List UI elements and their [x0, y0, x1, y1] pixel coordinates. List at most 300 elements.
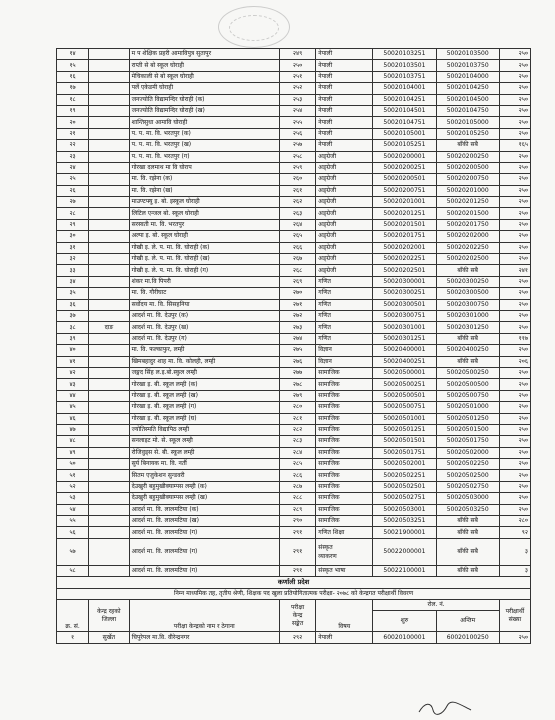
- header-sn: क्र. सं.: [57, 599, 89, 631]
- cell-count: २५०: [499, 413, 530, 424]
- cell-subject: गणित शिक्षा: [316, 527, 373, 538]
- cell-sn: ३४: [57, 276, 89, 287]
- notice-row: [57, 588, 531, 599]
- cell-district: [89, 140, 129, 151]
- cell-district: [89, 481, 129, 492]
- cell-name: आदर्श मा. वि. लालमटिया (ग): [129, 527, 279, 538]
- cell-district: [89, 493, 129, 504]
- cell-district: [89, 151, 129, 162]
- table-row: [57, 174, 531, 185]
- cell-district: दाङ: [89, 322, 129, 333]
- cell-roll-to: 50020502250: [436, 459, 499, 470]
- cell-code: २८४: [279, 447, 315, 458]
- header-center-code: परीक्षा केन्द्र सङ्केत: [279, 599, 315, 631]
- cell-count: २५०: [499, 276, 530, 287]
- cell-district: [89, 105, 129, 116]
- cell-district: [89, 504, 129, 515]
- cell-name: सरस्वती मा. वि. भरतपुर: [129, 219, 279, 230]
- cell-sn: २३: [57, 151, 89, 162]
- cell-count: २५०: [499, 367, 530, 378]
- cell-count: २५०: [499, 459, 530, 470]
- table-row: [57, 288, 531, 299]
- cell-roll-to: 50020502000: [436, 447, 499, 458]
- cell-sn: ५६: [57, 527, 89, 538]
- cell-name: आदर्श मा. वि. लालमटिया (ख): [129, 516, 279, 527]
- cell-sn: २९: [57, 219, 89, 230]
- cell-sn: ४६: [57, 413, 89, 424]
- cell-roll-from: 50020202001: [373, 242, 436, 253]
- office-seal: [218, 6, 290, 48]
- cell-roll-to: 50020503250: [436, 504, 499, 515]
- cell-district: [89, 390, 129, 401]
- table-row: [57, 367, 531, 378]
- cell-code: २९२: [279, 632, 315, 643]
- cell-name: आदर्श मा. वि. देउपुर (ख): [129, 322, 279, 333]
- cell-sn: ३८: [57, 322, 89, 333]
- cell-roll-from: 50022100001: [373, 565, 436, 576]
- cell-count: २५०: [499, 49, 530, 60]
- cell-name: राप्ती से बो स्कूल घोराही: [129, 60, 279, 71]
- cell-code: २८९: [279, 504, 315, 515]
- cell-count: २५०: [499, 208, 530, 219]
- cell-district: [89, 356, 129, 367]
- cell-name: गोरखा इ. बी. स्कूल लम्ही (घ): [129, 413, 279, 424]
- cell-sn: ५८: [57, 565, 89, 576]
- table-row: [57, 254, 531, 265]
- cell-name: मा. वि. गौरीघाट: [129, 288, 279, 299]
- cell-name: मा. वि. रझेना (क): [129, 174, 279, 185]
- cell-roll-from: 50020400251: [373, 356, 436, 367]
- cell-roll-from: 50020103751: [373, 71, 436, 82]
- cell-district: [89, 231, 129, 242]
- cell-subject: गणित: [316, 276, 373, 287]
- cell-subject: सामाजिक: [316, 402, 373, 413]
- cell-roll-from: 50020201251: [373, 208, 436, 219]
- cell-roll-to: 50020503000: [436, 493, 499, 504]
- cell-roll-to: 50020103500: [436, 49, 499, 60]
- cell-code: २६६: [279, 242, 315, 253]
- cell-subject: अङ्ग्रेजी: [316, 219, 373, 230]
- cell-count: ३: [499, 565, 530, 576]
- cell-subject: अङ्ग्रेजी: [316, 208, 373, 219]
- cell-name: गोखी इ. ले. प. मा. वि. घोराही (क): [129, 242, 279, 253]
- cell-sn: ५२: [57, 481, 89, 492]
- cell-sn: २१: [57, 128, 89, 139]
- cell-sn: ५५: [57, 516, 89, 527]
- cell-roll-to: 50020202000: [436, 231, 499, 242]
- cell-code: २७३: [279, 322, 315, 333]
- cell-district: [89, 276, 129, 287]
- cell-roll-to: बाँकी सबै: [436, 527, 499, 538]
- table-row: [57, 117, 531, 128]
- cell-count: २५०: [499, 151, 530, 162]
- cell-roll-to: बाँकी सबै: [436, 538, 499, 565]
- cell-count: २५०: [499, 481, 530, 492]
- cell-code: २७०: [279, 288, 315, 299]
- table-row: [57, 345, 531, 356]
- cell-code: २५३: [279, 94, 315, 105]
- cell-code: २७८: [279, 379, 315, 390]
- table-row: [57, 527, 531, 538]
- cell-district: [89, 447, 129, 458]
- cell-count: २५०: [499, 379, 530, 390]
- cell-subject: गणित: [316, 288, 373, 299]
- cell-subject: अङ्ग्रेजी: [316, 231, 373, 242]
- cell-roll-from: 50020501501: [373, 436, 436, 447]
- section-title: कर्णाली प्रदेश: [57, 577, 531, 588]
- cell-district: [89, 345, 129, 356]
- cell-subject: सामाजिक: [316, 379, 373, 390]
- cell-district: [89, 299, 129, 310]
- table-row: [57, 538, 531, 565]
- cell-roll-from: 50020501251: [373, 424, 436, 435]
- cell-name: गोरखा इ. बी. स्कूल लम्ही (क): [129, 379, 279, 390]
- table-row: [57, 94, 531, 105]
- cell-code: २८२: [279, 424, 315, 435]
- cell-roll-to: 50020500500: [436, 379, 499, 390]
- cell-code: २८५: [279, 459, 315, 470]
- table-row: [57, 60, 531, 71]
- table-row: [57, 516, 531, 527]
- table-row: [57, 105, 531, 116]
- cell-roll-from: 50020200751: [373, 185, 436, 196]
- cell-sn: ४२: [57, 367, 89, 378]
- cell-name: म प शेक्षिक प्रहरी आमाविपुत्र सुतापुर: [129, 49, 279, 60]
- cell-subject: विज्ञान: [316, 345, 373, 356]
- cell-code: २५८: [279, 151, 315, 162]
- cell-district: [89, 83, 129, 94]
- cell-subject: संस्कृत भाषा: [316, 565, 373, 576]
- cell-code: २८३: [279, 436, 315, 447]
- cell-subject: सामाजिक: [316, 413, 373, 424]
- cell-roll-to: 50020502500: [436, 470, 499, 481]
- cell-roll-from: 50021900001: [373, 527, 436, 538]
- cell-code: २६८: [279, 265, 315, 276]
- cell-district: [89, 197, 129, 208]
- cell-code: २५६: [279, 128, 315, 139]
- cell-code: २६२: [279, 197, 315, 208]
- cell-count: २५०: [499, 83, 530, 94]
- table-row: [57, 242, 531, 253]
- cell-name: चिपुरेपल मा.वि. वीरेन्द्रनगर: [129, 632, 279, 643]
- cell-sn: २७: [57, 197, 89, 208]
- cell-district: [89, 436, 129, 447]
- header-center-name: परीक्षा केन्द्रको नाम र ठेगाना: [129, 599, 279, 631]
- table-row: [57, 208, 531, 219]
- table-row: [57, 231, 531, 242]
- cell-district: [89, 424, 129, 435]
- section-row: [57, 577, 531, 588]
- cell-roll-to: 50020501250: [436, 413, 499, 424]
- cell-sn: १८: [57, 94, 89, 105]
- cell-code: २७६: [279, 356, 315, 367]
- table-row: [57, 197, 531, 208]
- cell-subject: नेपाली: [316, 117, 373, 128]
- cell-roll-to: 50020105000: [436, 117, 499, 128]
- cell-code: २६७: [279, 254, 315, 265]
- table-row: [57, 185, 531, 196]
- cell-roll-to: 50020500750: [436, 390, 499, 401]
- cell-name: देउखुरी बहुमुखीक्याम्पस लम्ही (क): [129, 481, 279, 492]
- cell-roll-from: 60020100001: [373, 632, 436, 643]
- table-row: [57, 424, 531, 435]
- cell-count: २५०: [499, 254, 530, 265]
- cell-name: शंकर मा.वि पिपरी: [129, 276, 279, 287]
- cell-code: २९१: [279, 538, 315, 565]
- cell-code: २९१: [279, 565, 315, 576]
- cell-sn: ५३: [57, 493, 89, 504]
- cell-name: अल्पा इ. बो. स्कूल घोराही: [129, 231, 279, 242]
- cell-roll-from: 50020104001: [373, 83, 436, 94]
- cell-district: [89, 60, 129, 71]
- cell-subject: सामाजिक: [316, 367, 373, 378]
- cell-sn: ४१: [57, 356, 89, 367]
- cell-district: [89, 185, 129, 196]
- cell-roll-to: 50020202250: [436, 242, 499, 253]
- cell-roll-from: 50020105001: [373, 128, 436, 139]
- cell-sn: ५०: [57, 459, 89, 470]
- table-row: [57, 333, 531, 344]
- cell-subject: नेपाली: [316, 128, 373, 139]
- table-row: [57, 71, 531, 82]
- cell-sn: ३९: [57, 333, 89, 344]
- cell-count: २५०: [499, 504, 530, 515]
- cell-code: २५१: [279, 71, 315, 82]
- cell-name: पर्ले एकेडमी घोराही: [129, 83, 279, 94]
- cell-code: २५७: [279, 140, 315, 151]
- cell-roll-to: 50020301000: [436, 310, 499, 321]
- cell-count: २५०: [499, 162, 530, 173]
- cell-district: [89, 49, 129, 60]
- cell-roll-to: 50020501500: [436, 424, 499, 435]
- cell-roll-from: 50020502501: [373, 481, 436, 492]
- cell-code: २८०: [279, 402, 315, 413]
- cell-name: मा. वि. रझेना (ख): [129, 185, 279, 196]
- cell-district: [89, 413, 129, 424]
- cell-code: २६०: [279, 174, 315, 185]
- cell-subject: नेपाली: [316, 105, 373, 116]
- cell-subject: सामाजिक: [316, 516, 373, 527]
- table-row: [57, 162, 531, 173]
- cell-name: देउखुरी बहुमुखीक्याम्पस लम्ही (ख): [129, 493, 279, 504]
- cell-roll-from: 50020301001: [373, 322, 436, 333]
- cell-roll-to: 50020301250: [436, 322, 499, 333]
- header-roll: रोल. नं.: [373, 599, 500, 610]
- cell-subject: सामाजिक: [316, 481, 373, 492]
- cell-district: [89, 242, 129, 253]
- cell-name: माउण्टफ्यु इ. बो. इस्कूल घोराही: [129, 197, 279, 208]
- cell-count: २५०: [499, 493, 530, 504]
- cell-subject: गणित: [316, 299, 373, 310]
- cell-count: २८०: [499, 516, 530, 527]
- cell-district: [89, 379, 129, 390]
- cell-code: २६५: [279, 231, 315, 242]
- header-subject: विषय: [316, 599, 373, 631]
- table-row: [57, 128, 531, 139]
- cell-sn: ३७: [57, 310, 89, 321]
- cell-district: [89, 128, 129, 139]
- cell-roll-from: 50020503001: [373, 504, 436, 515]
- cell-sn: ४३: [57, 379, 89, 390]
- cell-roll-to: 50020300750: [436, 299, 499, 310]
- cell-sn: २४: [57, 162, 89, 173]
- cell-sn: ३३: [57, 265, 89, 276]
- table-row: [57, 83, 531, 94]
- cell-code: २५५: [279, 117, 315, 128]
- cell-sn: ३२: [57, 254, 89, 265]
- cell-district: [89, 71, 129, 82]
- cell-code: २९०: [279, 516, 315, 527]
- cell-count: २५०: [499, 447, 530, 458]
- cell-code: २५२: [279, 83, 315, 94]
- cell-subject: नेपाली: [316, 83, 373, 94]
- cell-count: ११७: [499, 333, 530, 344]
- cell-subject: नेपाली: [316, 94, 373, 105]
- cell-code: २६९: [279, 276, 315, 287]
- cell-name: प. प. मा. वि. भरतपुर (क): [129, 128, 279, 139]
- cell-roll-from: 50020501751: [373, 447, 436, 458]
- header-roll-from: शुरु: [373, 611, 436, 632]
- table-row: [57, 356, 531, 367]
- table-row: [57, 402, 531, 413]
- table-row: [57, 379, 531, 390]
- cell-code: २८६: [279, 470, 315, 481]
- cell-roll-to: 50020201250: [436, 197, 499, 208]
- cell-count: १६५: [499, 140, 530, 151]
- cell-code: २५४: [279, 105, 315, 116]
- table-row: [57, 470, 531, 481]
- cell-sn: २५: [57, 174, 89, 185]
- cell-roll-from: 50020201001: [373, 197, 436, 208]
- cell-roll-to: 50020105250: [436, 128, 499, 139]
- cell-roll-from: 50020502251: [373, 470, 436, 481]
- table-row: [57, 390, 531, 401]
- cell-roll-to: 50020200750: [436, 174, 499, 185]
- cell-subject: विज्ञान: [316, 356, 373, 367]
- cell-sn: १६: [57, 71, 89, 82]
- cell-roll-from: 50020201751: [373, 231, 436, 242]
- cell-name: गोरखा इ. बी. स्कूल लम्ही (ग): [129, 402, 279, 413]
- table-row: [57, 481, 531, 492]
- cell-roll-to: 50020501750: [436, 436, 499, 447]
- cell-code: २४९: [279, 49, 315, 60]
- cell-code: २८१: [279, 413, 315, 424]
- cell-roll-to: 50020502750: [436, 481, 499, 492]
- cell-count: २०६: [499, 356, 530, 367]
- cell-count: २५०: [499, 470, 530, 481]
- cell-district: [89, 162, 129, 173]
- cell-name: रोजिवुड्स से. बी. स्कूल लम्ही: [129, 447, 279, 458]
- cell-code: २८७: [279, 481, 315, 492]
- cell-district: सुर्खेत: [89, 632, 129, 643]
- cell-district: [89, 402, 129, 413]
- cell-roll-from: 50020500751: [373, 402, 436, 413]
- cell-name: मेचिकाली से बो स्कूल घोराही: [129, 71, 279, 82]
- cell-roll-to: 50020200250: [436, 151, 499, 162]
- cell-sn: १९: [57, 105, 89, 116]
- cell-roll-from: 50020300251: [373, 288, 436, 299]
- handwritten-signature: [415, 700, 475, 716]
- cell-code: २५९: [279, 162, 315, 173]
- cell-district: [89, 219, 129, 230]
- cell-name: जङ्गद सिंह ल.इ.बो.स्कुल लम्ही: [129, 367, 279, 378]
- cell-name: आदर्श मा. वि. लालमटिया (ग): [129, 565, 279, 576]
- table-row: [57, 310, 531, 321]
- cell-roll-from: 50022000001: [373, 538, 436, 565]
- table-row: [57, 436, 531, 447]
- cell-sn: ३६: [57, 299, 89, 310]
- cell-name: खिमबहादुर शाह मा. वि. कोलही, लम्ही: [129, 356, 279, 367]
- cell-subject: नेपाली: [316, 140, 373, 151]
- cell-roll-to: 50020202500: [436, 254, 499, 265]
- cell-roll-from: 50020103501: [373, 60, 436, 71]
- cell-name: प. प. मा. वि. भरतपुर (ख): [129, 140, 279, 151]
- cell-district: [89, 470, 129, 481]
- cell-sn: २०: [57, 117, 89, 128]
- cell-roll-from: 50020300001: [373, 276, 436, 287]
- cell-code: २६३: [279, 208, 315, 219]
- cell-sn: ५७: [57, 538, 89, 565]
- table-row: [57, 504, 531, 515]
- cell-name: मा. वि. फल्काफुर, लम्ही: [129, 345, 279, 356]
- cell-roll-from: 50020500501: [373, 390, 436, 401]
- cell-name: गोरखा इ. बी. स्कूल लम्ही (ख): [129, 390, 279, 401]
- cell-count: २५०: [499, 424, 530, 435]
- cell-roll-to: 50020300500: [436, 288, 499, 299]
- cell-sn: २२: [57, 140, 89, 151]
- cell-district: [89, 265, 129, 276]
- cell-count: २५०: [499, 632, 530, 643]
- cell-code: २७९: [279, 390, 315, 401]
- table-row: [57, 459, 531, 470]
- cell-roll-from: 50020300501: [373, 299, 436, 310]
- cell-name: आदर्श मा. वि. लालमटिया (क): [129, 504, 279, 515]
- header-district: केन्द्र रहको जिल्ला: [89, 599, 129, 631]
- cell-roll-to: बाँकी सबै: [436, 356, 499, 367]
- cell-name: गोखी इ. ले. प. मा. वि. घोराही (ख): [129, 254, 279, 265]
- cell-count: ३: [499, 538, 530, 565]
- cell-subject: नेपाली: [316, 632, 373, 643]
- cell-sn: ४४: [57, 390, 89, 401]
- cell-count: २५०: [499, 105, 530, 116]
- cell-roll-from: 50020104501: [373, 105, 436, 116]
- cell-roll-from: 50020200501: [373, 174, 436, 185]
- cell-roll-from: 50020105251: [373, 140, 436, 151]
- table-row: [57, 265, 531, 276]
- cell-sn: ४९: [57, 447, 89, 458]
- cell-subject: अङ्ग्रेजी: [316, 162, 373, 173]
- table-row: [57, 632, 531, 643]
- cell-sn: ५४: [57, 504, 89, 515]
- cell-count: २५०: [499, 288, 530, 299]
- table-row: [57, 413, 531, 424]
- cell-name: आदर्श मा. वि. देउपुर (ग): [129, 333, 279, 344]
- cell-code: २७७: [279, 367, 315, 378]
- cell-district: [89, 94, 129, 105]
- cell-roll-from: 50020500251: [373, 379, 436, 390]
- cell-district: [89, 174, 129, 185]
- cell-roll-from: 50020201501: [373, 219, 436, 230]
- cell-count: २५०: [499, 174, 530, 185]
- header-roll-to: अन्तिम: [436, 611, 499, 632]
- cell-sn: ४५: [57, 402, 89, 413]
- cell-count: २५०: [499, 231, 530, 242]
- cell-sn: ४८: [57, 436, 89, 447]
- cell-roll-from: 50020202501: [373, 265, 436, 276]
- cell-code: २७१: [279, 299, 315, 310]
- cell-name: ज्योतिस्मति विद्यापिठ लम्ही: [129, 424, 279, 435]
- cell-district: [89, 459, 129, 470]
